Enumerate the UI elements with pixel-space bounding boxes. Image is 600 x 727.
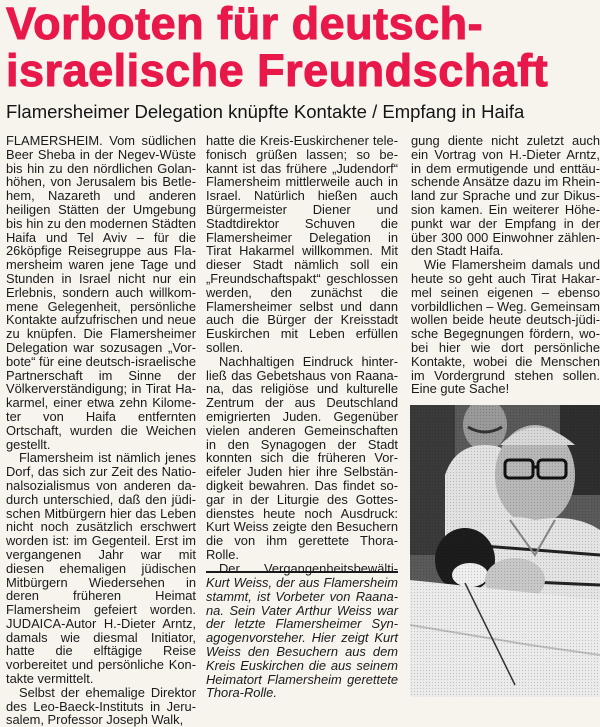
subheadline: Flamersheimer Delegation knüpfte Kontakte / Empfang in Haifa	[6, 101, 525, 122]
photo-image	[410, 405, 600, 697]
paragraph: Flamersheim ist nämlich jenes Dorf, das sich zur Zeit des Nationalsozialismus von anderen dadurch unterschied, daß den jüdischen Mitbürgern hier das Leben nicht noch zusätzlich erschwert worden ist: im Gegenteil. Erst im vergangenen Jahr war mit diesen ehemaligen jüdischen Mitbürgern Wiedersehen in deren früheren Heimat Flamersheim gefeiert worden. JUDAICA-Autor H.-Dieter Arntz, damals wie diesmal Initiator, hatte die elftägige Reise vorbereitet und persönliche Kontakte vermittelt.	[6, 450, 196, 687]
paragraph: FLAMERSHEIM. Vom südlichen Beer Sheba in der Negev-Wüste bis hin zu den nördlichen Golanhöhen, von Jerusalem bis Betlehem, Nazareth und anderen heiligen Stätten der Umgebung bis hin zu den modernen Städten Haifa und Tel Aviv – für die 26köpfige Reisegruppe aus Flamersheim waren jene Tage und Stunden in Israel nicht nur ein Erlebnis, sondern auch willkommene Gelegenheit, persönliche Kontakte aufzufrischen und neue zu knüpfen. Die Flamersheimer Delegation war sozusagen „Vorbote“ für eine deutsch-israelische Partnerschaft im Sinne der Völkerverständigung; in Tirat Hakarmel, einer etwa zehn Kilometer von Haifa entfernten Ortschaft, wurden die Weichen gestellt.	[6, 133, 196, 452]
column-left	[6, 134, 196, 727]
caption-divider	[206, 571, 398, 573]
paragraph: hatte die Kreis-Euskirchener telefonisch grüßen lassen; so bekannt ist das frühere „Judendorf“ Flamersheim mittlerweile auch in Israel. Natürlich hießen auch Bürgermeister Diener und Stadtdirektor Schuven die Flamersheimer Delegation in Tirat Hakarmel willkommen. Mit dieser Stadt nämlich soll ein „Freundschaftspakt“ geschlossen werden, den zunächst die Flamersheimer selbst und dann auch die Bürger der Kreisstadt Euskirchen mit Leben erfüllen sollen.	[206, 133, 398, 355]
headline-line-1: Vorboten für deutsch-	[6, 0, 484, 49]
headline	[6, 0, 600, 94]
paragraph: Der Vergangenheitsbewälti-	[219, 560, 398, 576]
paragraph: Selbst der ehemalige Direktor des Leo-Baeck-Instituts in Jerusalem, Professor Joseph Walk,	[6, 684, 196, 727]
headline-line-2: israelische Freundschaft	[6, 45, 549, 96]
column-middle	[206, 134, 398, 576]
paragraph: Nachhaltigen Eindruck hinterließ das Gebetshaus von Raanana, das religiöse und kulturelle Zentrum der aus Deutschland emigrierten Juden. Gegenüber vielen anderen Gemeinschaften in den Synagogen der Stadt konnten sich die früheren Voreifeler Juden hier ihre Selbständigkeit bewahren. Das findet sogar in der Liturgie des Gottesdienstes heute noch Ausdruck: Kurt Weiss zeigte den Besuchern die von ihm gerettete Thora-Rolle.	[206, 353, 398, 562]
paragraph: Wie Flamersheim damals und heute so geht auch Tirat Hakarmel seinen eigenen – ebenso vorbildlichen – Weg. Gemeinsam wollen beide heute deutsch-jüdische Begegnungen fördern, wobei hier wie dort persönliche Kontakte, wobei die Menschen im Vordergrund stehen sollen. Eine gute Sache!	[411, 257, 600, 397]
photo-caption: Kurt Weiss, der aus Flamersheim stammt, ist Vorbeter von Raanana. Sein Vater Arthur Weiss war der letzte Flamersheimer Synagogenvorsteher. Hier zeigt Kurt Weiss den Besuchern aus dem Kreis Euskirchen die aus seinem Heimatort Flamersheim gerettete Thora-Rolle.	[206, 575, 398, 701]
article-photo	[410, 405, 600, 697]
column-right	[411, 134, 600, 396]
paragraph: gung diente nicht zuletzt auch ein Vortrag von H.-Dieter Arntz, in dem ermutigende und enttäuschende Ansätze dazu im Rheinland zur Sprache und zur Dikussion kamen. Ein weiterer Höhepunkt war der Empfang in der über 300 000 Einwohner zählenden Stadt Haifa.	[411, 133, 600, 259]
